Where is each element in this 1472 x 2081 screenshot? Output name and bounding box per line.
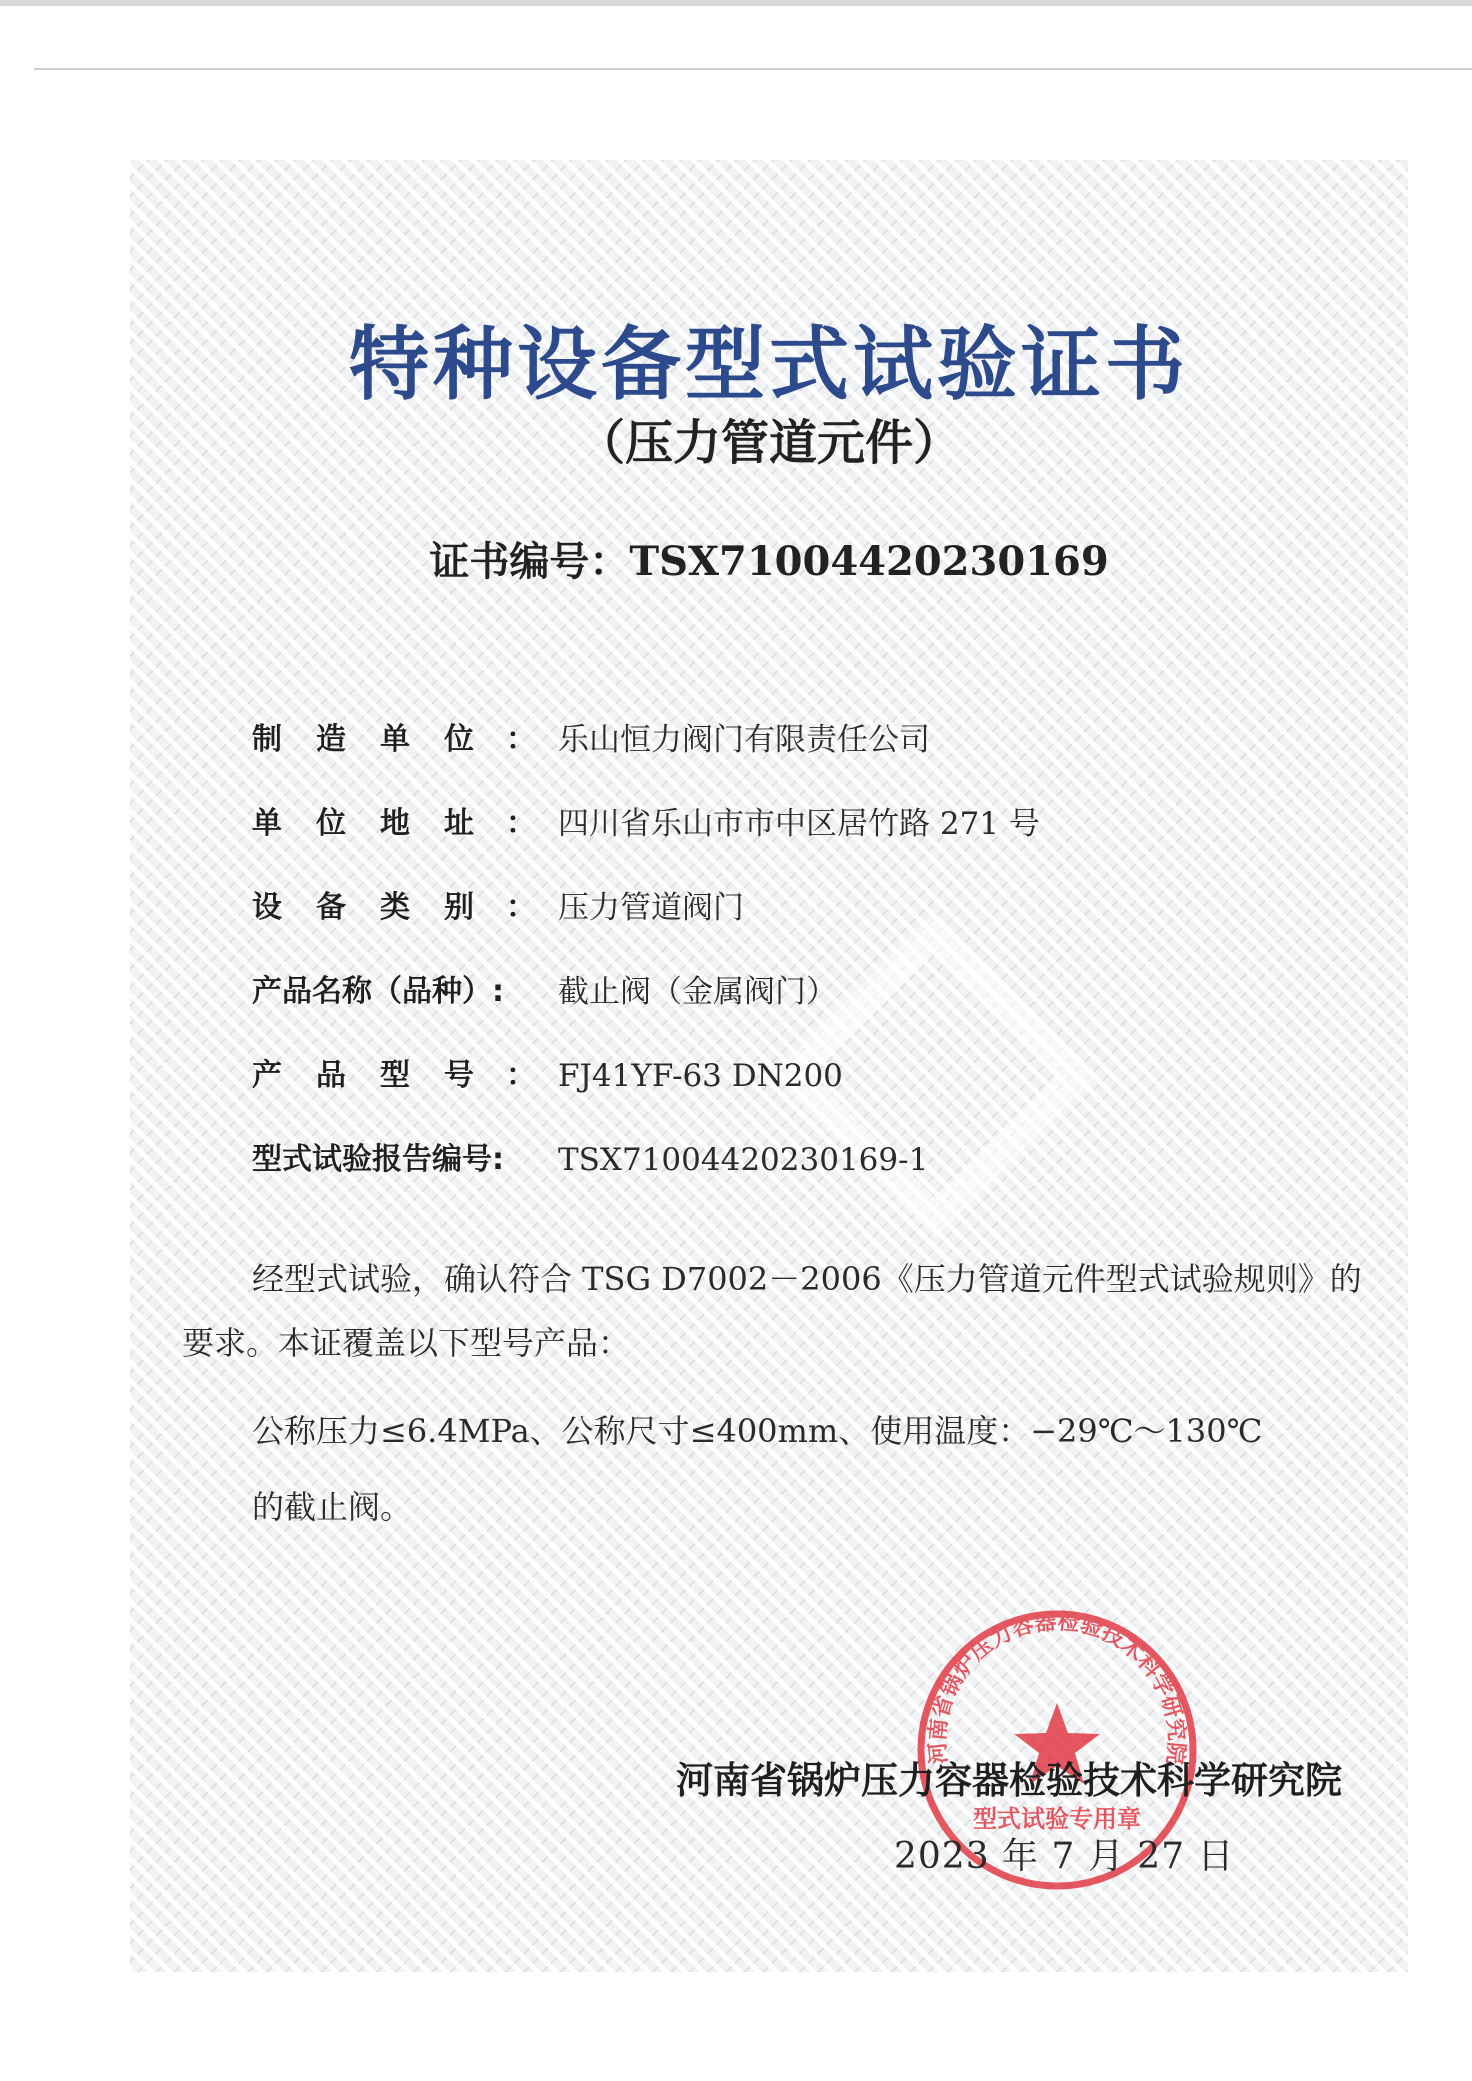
certificate-subtitle: （压力管道元件） <box>576 415 961 471</box>
body-line-1: 经型式试验，确认符合 TSG D7002－2006《压力管道元件型式试验规则》的 <box>252 1260 1362 1298</box>
scan-top-edge <box>0 0 1472 6</box>
field-value: 截止阀（金属阀门） <box>558 974 837 1010</box>
seal-center-text: 型式试验专用章 <box>973 1805 1141 1833</box>
body-line-3: 公称压力≤6.4MPa、公称尺寸≤400mm、使用温度：−29℃～130℃ <box>252 1412 1263 1450</box>
seal-ring-text: 河南省锅炉压力容器检验技术科学研究院 <box>925 1609 1189 1766</box>
field-label: 单位地址 <box>252 806 508 841</box>
field-value: FJ41YF-63 DN200 <box>558 1058 843 1094</box>
body-line-2: 要求。本证覆盖以下型号产品： <box>182 1324 631 1362</box>
certificate-number-label: 证书编号： <box>429 539 630 585</box>
field-label: 产品名称（品种）: <box>252 974 504 1009</box>
issuing-organization: 河南省锅炉压力容器检验技术科学研究院 <box>676 1759 1342 1802</box>
certificate-number <box>130 530 1408 587</box>
certificate-title: 特种设备型式试验证书 <box>349 318 1189 411</box>
field-colon: ： <box>506 890 536 925</box>
field-label: 型式试验报告编号: <box>252 1142 504 1177</box>
field-colon: ： <box>506 1058 536 1093</box>
issue-date: 2023 年 7 月 27 日 <box>894 1836 1235 1877</box>
field-label: 产品型号 <box>252 1058 508 1093</box>
field-value: 乐山恒力阀门有限责任公司 <box>558 722 930 758</box>
field-value: 压力管道阀门 <box>558 890 744 926</box>
scan-border-line <box>34 68 1472 70</box>
field-value: TSX71004420230169-1 <box>558 1142 929 1178</box>
field-colon: ： <box>506 806 536 841</box>
field-colon: ： <box>506 722 536 757</box>
field-label: 设备类别 <box>252 890 508 925</box>
field-value: 四川省乐山市市中区居竹路 271 号 <box>558 806 1040 842</box>
certificate-number-value: TSX71004420230169 <box>629 538 1109 585</box>
field-label: 制造单位 <box>252 722 508 757</box>
body-line-4: 的截止阀。 <box>252 1488 413 1526</box>
